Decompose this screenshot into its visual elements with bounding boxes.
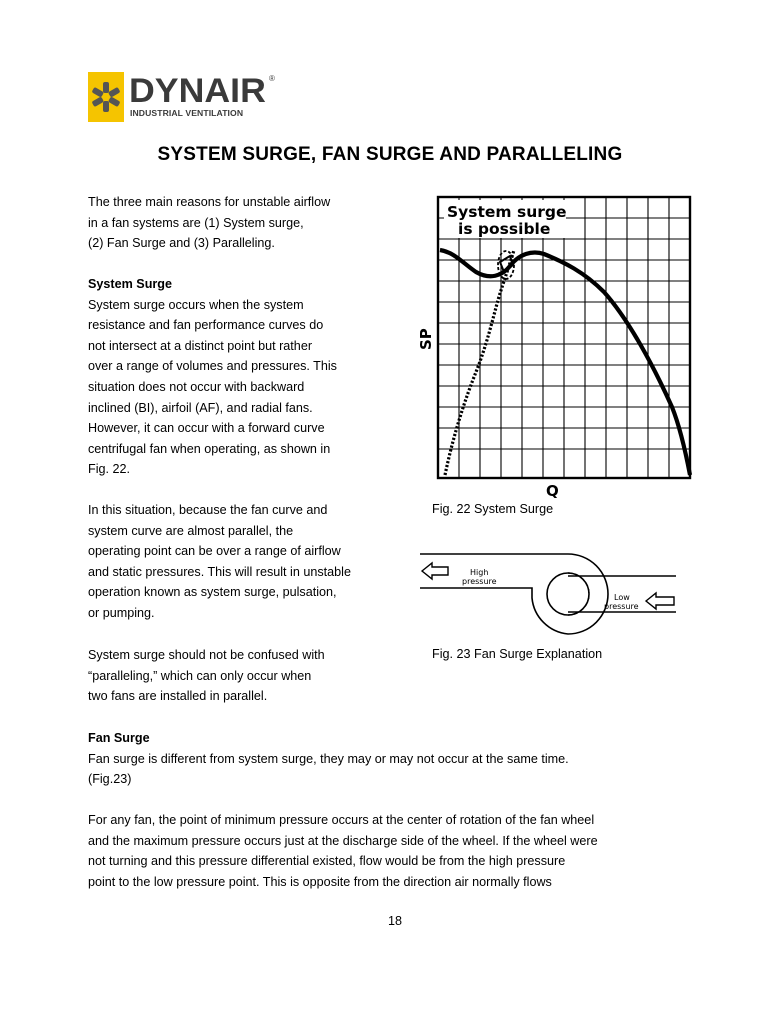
y-axis-label: SP (417, 328, 435, 350)
text-line: operating point can be over a range of airflow (88, 544, 341, 559)
annotation-line-2: is possible (458, 220, 551, 238)
text-line: (Fig.23) (88, 772, 132, 787)
text-line: System surge should not be confused with (88, 648, 325, 662)
text-line: not intersect at a distinct point but rather (88, 338, 313, 353)
fan-surge-section (88, 728, 688, 790)
text-line: system curve are almost parallel, the (88, 523, 294, 538)
system-surge-section (88, 274, 408, 480)
text-line: In this situation, because the fan curve and (88, 503, 328, 517)
text-line: However, it can occur with a forward curve (88, 421, 325, 436)
figure-22-caption: Fig. 22 System Surge (432, 502, 554, 516)
text-line: The three main reasons for unstable airflow (88, 195, 331, 209)
text-line: and static pressures. This will result in unstable (88, 564, 351, 579)
fan-housing-outline (420, 554, 608, 634)
page-title: SYSTEM SURGE, FAN SURGE AND PARALLELING (157, 144, 623, 165)
text-line: over a range of volumes and pressures. This (88, 359, 337, 374)
text-line: (2) Fan Surge and (3) Paralleling. (88, 236, 275, 251)
figure-23-caption: Fig. 23 Fan Surge Explanation (432, 647, 603, 661)
dynair-logo (88, 72, 278, 122)
high-pressure-arrow-icon (422, 563, 448, 579)
x-axis-label: Q (546, 482, 559, 500)
text-line: “paralleling,” which can only occur when (88, 668, 312, 683)
annotation-line-1: System surge (447, 203, 567, 221)
system-surge-paragraph-2 (88, 500, 408, 624)
text-line: System surge occurs when the system (88, 297, 304, 312)
low-pressure-label-2: pressure (604, 602, 639, 611)
graph-grid (438, 197, 690, 478)
text-line: not turning and this pressure differential existed, flow would be from the high pressure (88, 854, 566, 869)
system-surge-heading: System Surge (88, 277, 172, 291)
fan-wheel-dashed-edge (568, 573, 589, 615)
fan-surge-heading: Fan Surge (88, 731, 150, 745)
high-pressure-label-2: pressure (462, 577, 497, 586)
text-line: situation does not occur with backward (88, 379, 305, 394)
low-pressure-label-1: Low (614, 593, 630, 602)
page-number: 18 (387, 914, 402, 928)
text-line: Fig. 22. (88, 462, 130, 477)
registered-mark: ® (269, 74, 275, 83)
figure-23-fan-surge-diagram (418, 548, 688, 638)
fan-curve (440, 250, 690, 475)
text-line: in a fan systems are (1) System surge, (88, 215, 304, 230)
text-line: or pumping. (88, 605, 155, 620)
text-line: For any fan, the point of minimum pressure occurs at the center of rotation of the fan wheel (88, 813, 595, 827)
fan-blade-icon (88, 72, 124, 122)
high-pressure-label-1: High (470, 568, 489, 577)
logo-tagline: INDUSTRIAL VENTILATION (130, 108, 244, 118)
text-line: centrifugal fan when operating, as shown in (88, 441, 331, 456)
system-surge-paragraph-3 (88, 645, 408, 707)
intro-paragraph (88, 192, 408, 254)
fan-surge-paragraph-2 (88, 810, 708, 892)
text-line: inclined (BI), airfoil (AF), and radial fans. (88, 400, 313, 415)
text-line: point to the low pressure point. This is opposite from the direction air normally flows (88, 874, 552, 889)
text-line: Fan surge is different from system surge, they may or may not occur at the same time. (88, 751, 569, 766)
text-line: two fans are installed in parallel. (88, 689, 268, 704)
figure-22-system-surge-graph (414, 192, 704, 502)
text-line: operation known as system surge, pulsation, (88, 585, 337, 600)
logo-name: DYNAIR (129, 72, 266, 110)
low-pressure-arrow-icon (646, 593, 674, 609)
text-line: and the maximum pressure occurs just at the discharge side of the wheel. If the wheel were (88, 833, 598, 848)
text-line: resistance and fan performance curves do (88, 318, 324, 333)
